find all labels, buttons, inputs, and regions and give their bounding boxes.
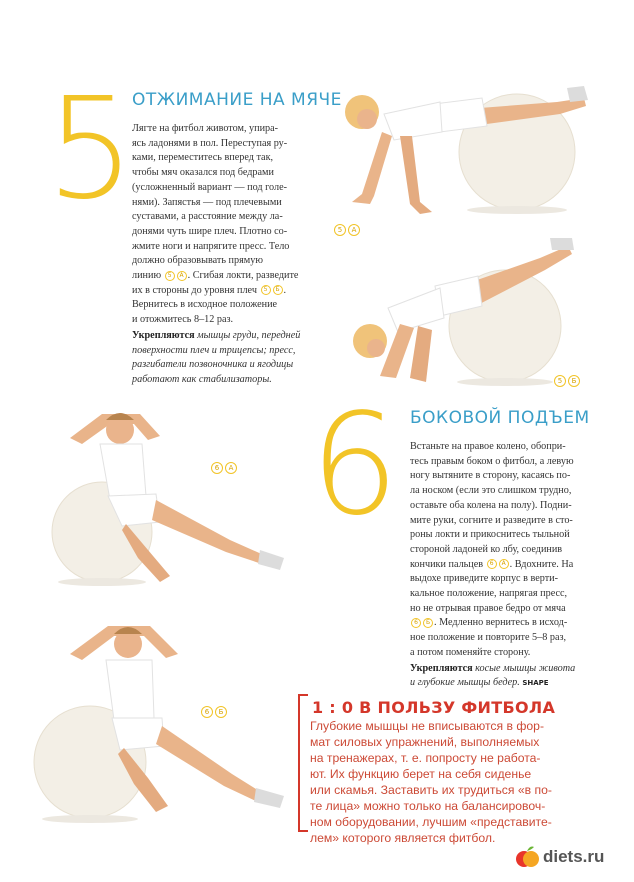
- marker-5a: 5: [165, 271, 175, 281]
- watermark-text: diets.ru: [543, 847, 605, 866]
- marker-6b: 6: [411, 618, 421, 628]
- apple-logo-icon: [514, 844, 540, 870]
- box-text: Глубокие мышцы не вписываются в фор- мат силовых упражнений, выполняемых на тренажерах, т. е. попросту не работа- ют. Их функцию берет на себя сиденье или скамья. Заставить их трудиться «в по- те лица» можно только на балансировоч- ном оборудовании, лучшим «представите- лем» которого является фитбол.: [310, 719, 552, 845]
- photo-6b-label: 6 Б: [200, 706, 228, 718]
- exercise-6-text: Встаньте на правое колено, обопри- тесь правым боком о фитбол, а левую ногу вытяните в сторону, касаясь по- ла носком (если это слишком трудно, оставьте оба колена на полу). Подни- мите руки, согните и разведите в сто- роны локти и прикоснитесь тыльной стороной ладоней ко лбу, соединив кончики пальцев 6 A . Вдохните. На выдохе приведите корпус в верти- кальное положение, напрягая пресс, но не отрывая правое бедро от мяча 6 Б . Медленно вернитесь в исход- ное положение и повторите 5–8 раз, а потом поменяйте сторону. Укрепляются косые мышцы живота и глубокие мышцы бедер. SHAPE: [410, 441, 576, 689]
- photo-side-raise-start: [30, 400, 290, 590]
- exercise-5-number: 5: [46, 68, 136, 231]
- box-title: 1 : 0 В ПОЛЬЗУ ФИТБОЛА: [312, 698, 556, 717]
- marker-6a: 6: [487, 559, 497, 569]
- marker-5b-letter: Б: [273, 285, 283, 295]
- photo-pushup-ball-down: [340, 236, 590, 391]
- marker-6a-letter: A: [499, 559, 509, 569]
- marker-6b-letter: Б: [423, 618, 433, 628]
- box-bottom-rule: [300, 830, 308, 832]
- fitball-benefit-box: [298, 694, 600, 845]
- exercise-6-strength-label: Укрепляются: [410, 662, 473, 674]
- exercise-6-number: 6: [310, 384, 400, 547]
- marker-5b: 5: [261, 285, 271, 295]
- exercise-6-title: БОКОВОЙ ПОДЪЕМ: [410, 408, 590, 428]
- photo-5a-label: 5 A: [333, 224, 361, 236]
- photo-side-raise-upright: [28, 614, 290, 829]
- photo-5b-label: 5 Б: [553, 375, 581, 387]
- exercise-5-text: Лягте на фитбол животом, упира- ясь ладонями в пол. Переступая ру- ками, переместитесь вперед так, чтобы мяч оказался под бедрами (усложненный вариант — под голе- нями). Запястья — под плечевыми суставами, а расстояние между ла- донями чуть шире плеч. Плотно со- жмите ноги и напрягите пресс. Тело должно образовывать прямую линию 5 A . Сгибая локти, разведите их в стороны до уровня плеч 5 Б . Вернитесь в исходное положение и отожмитесь 8–12 раз. Укрепляются мышцы груди, передней поверхности плеч и трицепсы; пресс, разгибатели позвоночника и ягодицы работают как стабилизаторы.: [132, 123, 301, 385]
- exercise-5-title: ОТЖИМАНИЕ НА МЯЧЕ: [132, 90, 342, 110]
- photo-pushup-ball-start: [322, 74, 592, 239]
- photo-6a-label: 6 A: [210, 462, 238, 474]
- marker-5a-letter: A: [177, 271, 187, 281]
- exercise-5-strength-label: Укрепляются: [132, 329, 195, 341]
- site-watermark[interactable]: [514, 844, 604, 870]
- shape-end-tag: SHAPE: [522, 679, 549, 688]
- box-top-rule: [300, 694, 308, 696]
